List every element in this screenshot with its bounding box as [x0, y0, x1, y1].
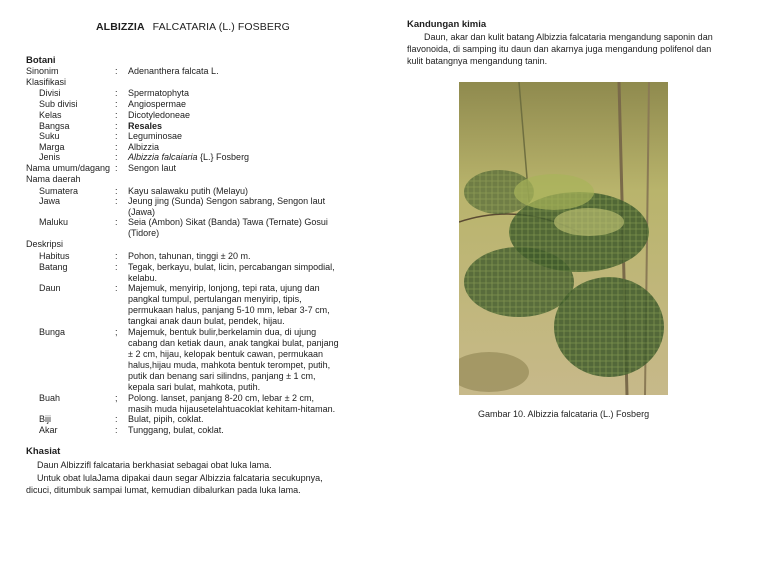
botani-row-label: Buah	[39, 393, 61, 403]
botani-row-label: Nama umum/dagang	[26, 163, 111, 173]
botani-row-colon: ;	[115, 327, 118, 337]
botani-row-colon: :	[115, 88, 118, 98]
botani-row-colon: :	[115, 110, 118, 120]
botani-row-colon: :	[115, 414, 118, 424]
botani-row-value-rest: {L.} Fosberg	[197, 152, 250, 162]
botani-row-label: Jenis	[39, 152, 61, 162]
botani-row-value: Jeung jing (Sunda) Sengon sabrang, Sengon laut (Jawa)	[128, 196, 326, 217]
botani-row-value: Leguminosae	[128, 131, 183, 141]
botani-row-colon: :	[115, 99, 118, 109]
botani-row-value: Majemuk, bentuk bulir,berkelamin dua, di ujung cabang dan ketiak daun, anak tangkai bulat, panjang ± 2 cm, hijau, kelopak bentuk cawan, permukaan halus,hijau muda, mahkota bentuk terompet, putih, putik dan benang sari silindns, panjang ± 1 cm, kepala sari bulat, mahkota, putih.	[128, 327, 339, 392]
botani-row-label: Habitus	[39, 251, 70, 261]
botani-row-value: Polong. lanset, panjang 8-20 cm, lebar ± 2 cm, masih muda hijausetelahtuacoklat kehitam-hitaman.	[128, 393, 336, 414]
botani-row-colon: :	[115, 163, 118, 173]
tree-illustration	[459, 82, 668, 395]
botani-row-label: Batang	[39, 262, 68, 272]
khasiat-paragraph-2-line-2: dicuci, ditumbuk sampai lumat, kemudian dibalurkan pada luka lama.	[26, 485, 301, 495]
botani-row-value: Sengon laut	[128, 163, 177, 173]
khasiat-paragraph-2-line-1: Untuk obat lulaJama dipakai daun segar Albizzia falcataria secukupnya,	[37, 473, 323, 483]
botani-row-label: Bangsa	[39, 121, 70, 131]
botani-row-value: Angiospermae	[128, 99, 187, 109]
botani-row-label: Suku	[39, 131, 60, 141]
page-title-bold: ALBIZZIA	[96, 21, 145, 33]
botani-row-label: Sub divisi	[39, 99, 78, 109]
botani-row-label: Biji	[39, 414, 52, 424]
botani-row-colon: :	[115, 121, 118, 131]
botani-row-colon: :	[115, 66, 118, 76]
botani-row-value: Kayu salawaku putih (Melayu)	[128, 186, 249, 196]
page-title-rest: FALCATARIA (L.) FOSBERG	[152, 21, 290, 33]
botani-row-label: Bunga	[39, 327, 66, 337]
botani-row-value: Albizzia	[128, 142, 160, 152]
page-title	[96, 21, 290, 33]
botani-row-label: Kelas	[39, 110, 62, 120]
botani-row-label: Marga	[39, 142, 65, 152]
botani-row-colon: :	[115, 142, 118, 152]
khasiat-paragraph-1: Daun Albizzifl falcataria berkhasiat sebagai obat luka lama.	[37, 460, 272, 470]
botani-row-label: Sinonim	[26, 66, 59, 76]
botani-row-value: Spermatophyta	[128, 88, 190, 98]
botani-row-label: Nama daerah	[26, 174, 81, 184]
kandungan-line-1: Daun, akar dan kulit batang Albizzia falcataria mengandung saponin dan	[424, 32, 713, 42]
albizzia-tree-photo	[459, 82, 668, 395]
botani-row-label: Divisi	[39, 88, 61, 98]
botani-row-label: Jawa	[39, 196, 61, 206]
botani-row-label: Maluku	[39, 217, 69, 227]
botani-row-colon: :	[115, 251, 118, 261]
botani-row-label: Klasifikasi	[26, 77, 67, 87]
botani-row-colon: :	[115, 186, 118, 196]
botani-row-value: Majemuk, menyirip, lonjong, tepi rata, ujung dan pangkal tumpul, pertulangan menyirip, tipis, permukaan halus, panjang 5-10 mm, lebar 3-7 cm, tangkai anak daun bulat, pendek, hijau.	[128, 283, 330, 326]
botani-row-colon: :	[115, 196, 118, 206]
botani-row-value: Tegak, berkayu, bulat, licin, percabangan simpodial, kelabu.	[128, 262, 335, 283]
botani-row-colon: :	[115, 217, 118, 227]
botani-row-label: Sumatera	[39, 186, 79, 196]
botani-row-value: Tunggang, bulat, coklat.	[128, 425, 224, 435]
botani-row-value: Adenanthera falcata L.	[128, 66, 219, 76]
botani-row-label: Deskripsi	[26, 239, 64, 249]
botani-row-colon: :	[115, 152, 118, 162]
kandungan-heading: Kandungan kimia	[407, 19, 487, 30]
kandungan-line-2: flavonoida, di samping itu daun dan akarnya juga mengandung polifenol dan	[407, 44, 712, 54]
botani-row-value: Pohon, tahunan, tinggi ± 20 m.	[128, 251, 251, 261]
botani-row-value	[128, 152, 340, 163]
kandungan-line-3: kulit batangnya mengandung tanin.	[407, 56, 548, 66]
botani-row-colon: :	[115, 262, 118, 272]
botani-row-label: Akar	[39, 425, 58, 435]
botani-row-value: Seia (Ambon) Sikat (Banda) Tawa (Ternate) Gosui (Tidore)	[128, 217, 328, 238]
botani-row-colon: :	[115, 131, 118, 141]
botani-heading: Botani	[26, 55, 56, 66]
botani-row-value-italic: Albizzia falcaiaria	[128, 152, 198, 162]
botani-row-label: Daun	[39, 283, 61, 293]
botani-row-value: Bulat, pipih, coklat.	[128, 414, 204, 424]
khasiat-heading: Khasiat	[26, 446, 61, 457]
botani-row-colon: ;	[115, 393, 118, 403]
botani-row-colon: :	[115, 283, 118, 293]
figure-caption: Gambar 10. Albizzia falcataria (L.) Fosberg	[478, 409, 650, 419]
botani-row-value: Dicotyledoneae	[128, 110, 191, 120]
botani-row-colon: :	[115, 425, 118, 435]
botani-row-value: Resales	[128, 121, 163, 131]
